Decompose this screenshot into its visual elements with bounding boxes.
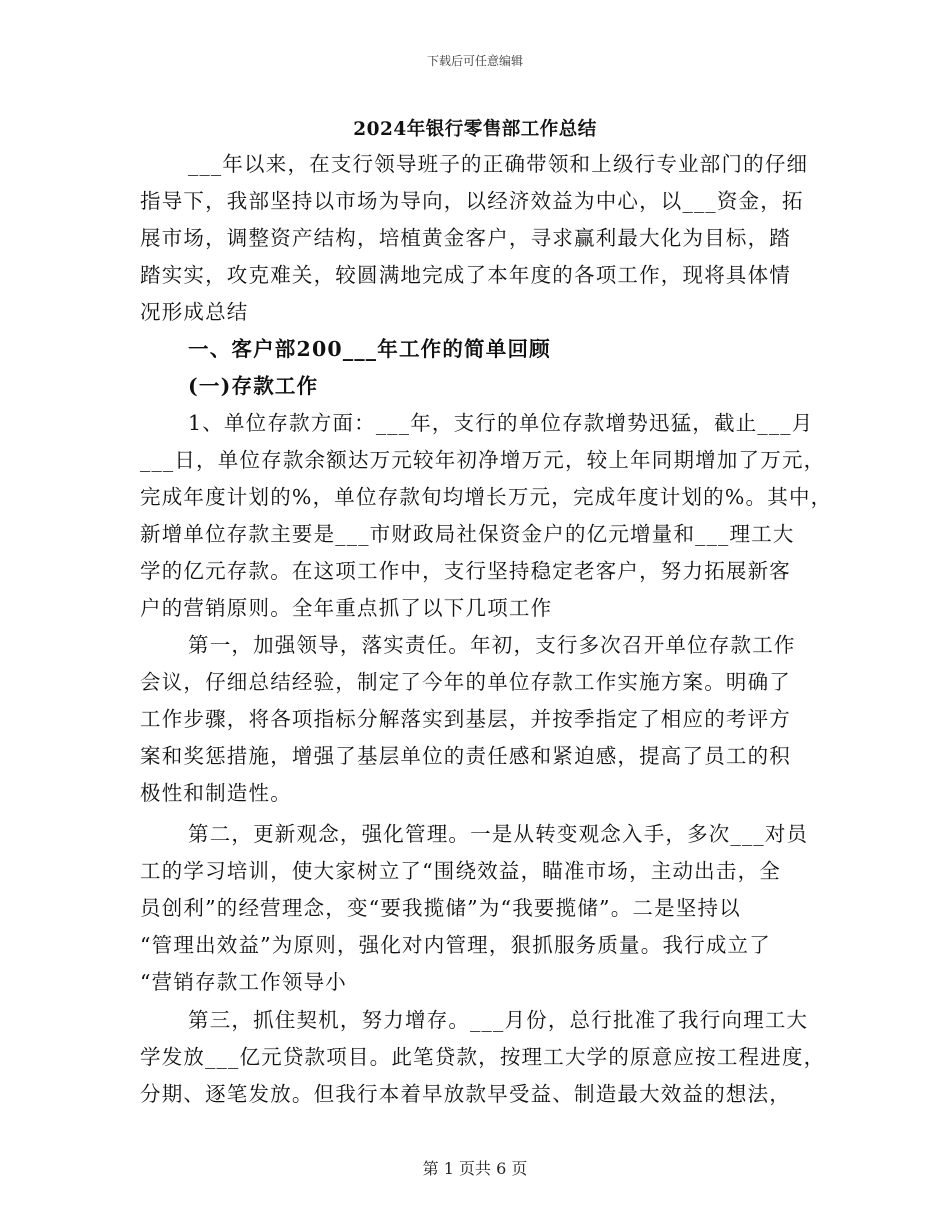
- body-line: 第一，加强领导，落实责任。年初，支行多次召开单位存款工作: [188, 633, 796, 657]
- body-line: “营销存款工作领导小: [140, 970, 347, 994]
- body-line: 工作步骤，将各项指标分解落实到基层，并按季指定了相应的考评方: [140, 707, 791, 731]
- body-line: 案和奖惩措施，增强了基层单位的责任感和紧迫感，提高了员工的积: [140, 744, 791, 768]
- body-line: 极性和制造性。: [140, 781, 292, 805]
- body-line: 第三，抓住契机，努力增存。___月份，总行批准了我行向理工大: [188, 1008, 809, 1032]
- body-line: 工的学习培训，使大家树立了“围绕效益，瞄准市场，主动出击，全: [140, 859, 781, 883]
- body-line: 展市场，调整资产结构，培植黄金客户，寻求赢利最大化为目标，踏: [140, 226, 791, 250]
- subsection-heading: (一)存款工作: [188, 374, 319, 398]
- body-line: 员创利”的经营理念，变“要我揽储”为“我要揽储”。二是坚持以: [140, 896, 741, 920]
- body-line: 户的营销原则。全年重点抓了以下几项工作: [140, 596, 553, 620]
- body-line: “管理出效益”为原则，强化对内管理，狠抓服务质量。我行成立了: [140, 933, 771, 957]
- body-line: 第二，更新观念，强化管理。一是从转变观念入手，多次___对员: [188, 822, 809, 846]
- section-heading: 一、客户部200___年工作的简单回顾: [188, 337, 551, 361]
- header-note: 下载后可任意编辑: [426, 54, 523, 68]
- body-line: 指导下，我部坚持以市场为导向，以经济效益为中心，以___资金，拓: [140, 189, 804, 213]
- body-line: 踏实实，攻克难关，较圆满地完成了本年度的各项工作，现将具体情: [140, 263, 791, 287]
- page-number: 第 1 页共 6 页: [422, 1159, 528, 1178]
- body-line: 况形成总结: [140, 300, 249, 324]
- body-line: 学发放___亿元贷款项目。此笔贷款，按理工大学的原意应按工程进度，: [140, 1045, 826, 1069]
- body-line: 完成年度计划的%，单位存款旬均增长万元，完成年度计划的%。其中，: [140, 485, 833, 509]
- body-line: 会议，仔细总结经验，制定了今年的单位存款工作实施方案。明确了: [140, 670, 791, 694]
- body-line: 新增单位存款主要是___市财政局社保资金户的亿元增量和___理工大: [140, 522, 795, 546]
- body-line: 1、单位存款方面：___年，支行的单位存款增势迅猛，截止___月: [188, 411, 814, 435]
- body-line: ___日，单位存款余额达万元较年初净增万元，较上年同期增加了万元，: [140, 448, 826, 472]
- body-line: 分期、逐笔发放。但我行本着早放款早受益、制造最大效益的想法，: [140, 1082, 791, 1106]
- document-title: 2024年银行零售部工作总结: [353, 119, 597, 140]
- body-line: 学的亿元存款。在这项工作中，支行坚持稳定老客户，努力拓展新客: [140, 559, 791, 583]
- body-line: ___年以来，在支行领导班子的正确带领和上级行专业部门的仔细: [188, 152, 809, 176]
